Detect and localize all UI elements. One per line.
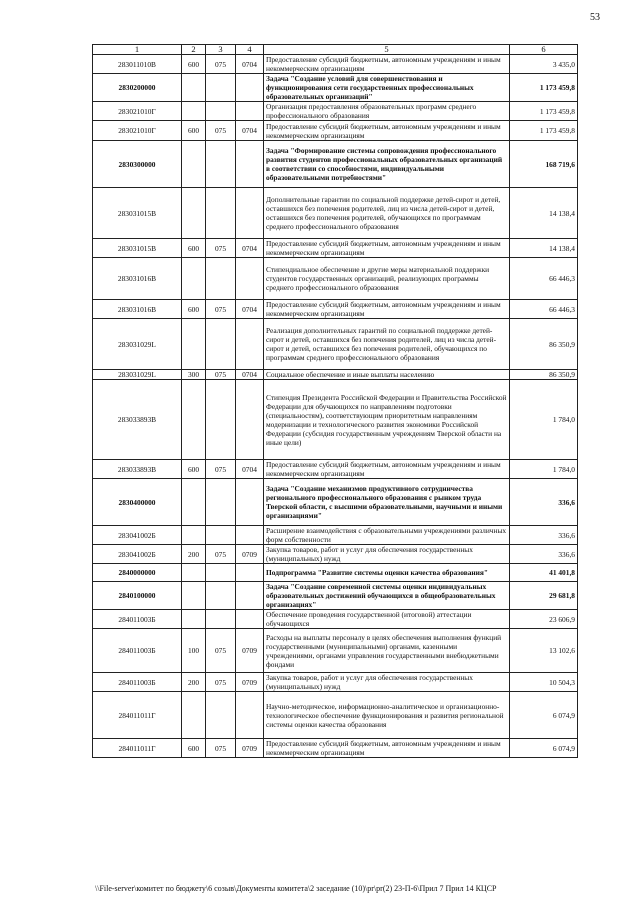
row-c2-cell: 600 xyxy=(182,239,206,258)
row-c3-cell: 075 xyxy=(206,629,236,673)
header-cell: 6 xyxy=(510,45,578,55)
row-code-cell: 2840000000 xyxy=(93,564,182,582)
table-row xyxy=(93,102,578,121)
table-row xyxy=(93,380,578,460)
row-c4-cell: 0704 xyxy=(236,300,264,319)
row-code-cell: 283031015В xyxy=(93,188,182,239)
row-c3-cell: 075 xyxy=(206,673,236,692)
row-code-cell: 283033893В xyxy=(93,380,182,460)
row-c4-cell xyxy=(236,582,264,610)
row-amount-cell: 10 504,3 xyxy=(510,673,578,692)
row-code-cell: 2830300000 xyxy=(93,141,182,188)
row-amount-cell: 1 173 459,8 xyxy=(510,121,578,141)
row-code-cell: 283031016В xyxy=(93,258,182,300)
row-desc-cell: Предоставление субсидий бюджетным, автономным учреждениям и иным некоммерческим организациям xyxy=(264,460,510,479)
row-amount-cell: 66 446,3 xyxy=(510,258,578,300)
row-c2-cell: 600 xyxy=(182,55,206,74)
row-desc-cell: Обеспечение проведения государственной (итоговой) аттестации обучающихся xyxy=(264,610,510,629)
row-c2-cell xyxy=(182,564,206,582)
row-c2-cell xyxy=(182,526,206,545)
row-code-cell: 283031016В xyxy=(93,300,182,319)
row-c3-cell: 075 xyxy=(206,739,236,758)
table-row xyxy=(93,74,578,102)
row-c3-cell: 075 xyxy=(206,300,236,319)
row-amount-cell: 6 074,9 xyxy=(510,739,578,758)
row-desc-cell: Задача "Создание современной системы оценки индивидуальных образовательных достижений обучающихся в общеобразовательных организациях" xyxy=(264,582,510,610)
row-c4-cell xyxy=(236,564,264,582)
header-cell: 4 xyxy=(236,45,264,55)
row-c4-cell xyxy=(236,380,264,460)
row-code-cell: 283021010Г xyxy=(93,121,182,141)
row-c3-cell xyxy=(206,479,236,526)
row-desc-cell: Расходы на выплаты персоналу в целях обеспечения выполнения функций государственными (муниципальными) органами, казенными учреждениями, органами управления государственными внебюджетными фондами xyxy=(264,629,510,673)
row-c2-cell: 600 xyxy=(182,739,206,758)
row-c3-cell: 075 xyxy=(206,370,236,380)
row-code-cell: 284011003Б xyxy=(93,610,182,629)
row-code-cell: 283031029L xyxy=(93,370,182,380)
row-desc-cell: Закупка товаров, работ и услуг для обеспечения государственных (муниципальных) нужд xyxy=(264,545,510,564)
row-c4-cell xyxy=(236,319,264,370)
row-c3-cell xyxy=(206,564,236,582)
row-code-cell: 284011011Г xyxy=(93,692,182,739)
row-c4-cell xyxy=(236,141,264,188)
row-c2-cell: 300 xyxy=(182,370,206,380)
header-cell: 2 xyxy=(182,45,206,55)
row-code-cell: 283021010Г xyxy=(93,102,182,121)
row-desc-cell: Расширение взаимодействия с образовательными учреждениями различных форм собственности xyxy=(264,526,510,545)
row-code-cell: 283031029L xyxy=(93,319,182,370)
table-row xyxy=(93,370,578,380)
row-amount-cell: 41 401,8 xyxy=(510,564,578,582)
row-c3-cell xyxy=(206,526,236,545)
budget-table xyxy=(92,44,578,758)
row-c4-cell: 0709 xyxy=(236,739,264,758)
row-c3-cell xyxy=(206,610,236,629)
table-row xyxy=(93,526,578,545)
row-c2-cell xyxy=(182,188,206,239)
row-desc-cell: Задача "Создание условий для совершенствования и функционирования сети государственных профессиональных образовательных организаций" xyxy=(264,74,510,102)
row-desc-cell: Реализация дополнительных гарантий по социальной поддержке детей-сирот и детей, оставшихся без попечения родителей, лиц из числа детей-сирот и детей, оставшихся без попечения родителей, обучающихся по программам среднего профессионального образования xyxy=(264,319,510,370)
row-c2-cell xyxy=(182,692,206,739)
row-amount-cell: 1 173 459,8 xyxy=(510,74,578,102)
table-row xyxy=(93,188,578,239)
row-desc-cell: Предоставление субсидий бюджетным, автономным учреждениям и иным некоммерческим организациям xyxy=(264,239,510,258)
row-c2-cell xyxy=(182,102,206,121)
row-c4-cell xyxy=(236,692,264,739)
row-amount-cell: 86 350,9 xyxy=(510,319,578,370)
row-c4-cell: 0709 xyxy=(236,673,264,692)
table-row xyxy=(93,479,578,526)
row-c4-cell xyxy=(236,610,264,629)
row-c3-cell xyxy=(206,141,236,188)
row-desc-cell: Организация предоставления образовательных программ среднего профессионального образования xyxy=(264,102,510,121)
row-desc-cell: Предоставление субсидий бюджетным, автономным учреждениям и иным некоммерческим организациям xyxy=(264,55,510,74)
row-amount-cell: 23 606,9 xyxy=(510,610,578,629)
table-row xyxy=(93,692,578,739)
row-c2-cell: 200 xyxy=(182,673,206,692)
row-code-cell: 2840100000 xyxy=(93,582,182,610)
row-c4-cell: 0704 xyxy=(236,460,264,479)
row-amount-cell: 336,6 xyxy=(510,545,578,564)
table-row xyxy=(93,300,578,319)
row-c4-cell: 0709 xyxy=(236,545,264,564)
row-c2-cell: 600 xyxy=(182,121,206,141)
row-desc-cell: Предоставление субсидий бюджетным, автономным учреждениям и иным некоммерческим организациям xyxy=(264,121,510,141)
row-amount-cell: 1 784,0 xyxy=(510,380,578,460)
row-c4-cell: 0704 xyxy=(236,239,264,258)
row-amount-cell: 1 784,0 xyxy=(510,460,578,479)
row-code-cell: 284011011Г xyxy=(93,739,182,758)
row-desc-cell: Предоставление субсидий бюджетным, автономным учреждениям и иным некоммерческим организациям xyxy=(264,300,510,319)
row-amount-cell: 6 074,9 xyxy=(510,692,578,739)
row-c2-cell xyxy=(182,380,206,460)
row-c3-cell: 075 xyxy=(206,121,236,141)
row-amount-cell: 168 719,6 xyxy=(510,141,578,188)
row-c2-cell xyxy=(182,610,206,629)
row-c3-cell: 075 xyxy=(206,55,236,74)
row-desc-cell: Закупка товаров, работ и услуг для обеспечения государственных (муниципальных) нужд xyxy=(264,673,510,692)
row-desc-cell: Стипендиальное обеспечение и другие меры материальной поддержки студентов государственных организаций, реализующих программы среднего профессионального образования xyxy=(264,258,510,300)
row-c2-cell xyxy=(182,582,206,610)
row-code-cell: 2830200000 xyxy=(93,74,182,102)
row-c2-cell xyxy=(182,74,206,102)
row-c2-cell xyxy=(182,319,206,370)
row-amount-cell: 14 138,4 xyxy=(510,188,578,239)
row-desc-cell: Стипендия Президента Российской Федерации и Правительства Российской Федерации для обучающихся по направлениям подготовки (специальностям), соответствующим приоритетным направлениям модернизации и технологического развития экономики Российской Федерации (субсидия государственным учреждениям Тверской области на иные цели) xyxy=(264,380,510,460)
row-amount-cell: 336,6 xyxy=(510,479,578,526)
row-desc-cell: Задача "Создание механизмов продуктивного сотрудничества регионального профессионального образования с рынком труда Тверской области, с высшими образовательными, научными и иными организациями" xyxy=(264,479,510,526)
table-row xyxy=(93,141,578,188)
row-code-cell: 283033893В xyxy=(93,460,182,479)
row-c2-cell xyxy=(182,258,206,300)
table-row xyxy=(93,739,578,758)
row-c2-cell: 200 xyxy=(182,545,206,564)
row-amount-cell: 1 173 459,8 xyxy=(510,102,578,121)
header-cell: 1 xyxy=(93,45,182,55)
row-c4-cell: 0709 xyxy=(236,629,264,673)
row-c3-cell: 075 xyxy=(206,239,236,258)
row-amount-cell: 336,6 xyxy=(510,526,578,545)
row-c2-cell: 600 xyxy=(182,300,206,319)
table-row xyxy=(93,121,578,141)
page-number: 53 xyxy=(590,12,600,23)
row-amount-cell: 86 350,9 xyxy=(510,370,578,380)
row-c4-cell: 0704 xyxy=(236,370,264,380)
row-amount-cell: 14 138,4 xyxy=(510,239,578,258)
header-cell: 5 xyxy=(264,45,510,55)
row-code-cell: 283041002Б xyxy=(93,545,182,564)
row-c4-cell xyxy=(236,74,264,102)
row-c3-cell: 075 xyxy=(206,545,236,564)
row-c4-cell: 0704 xyxy=(236,121,264,141)
row-c4-cell xyxy=(236,258,264,300)
row-code-cell: 283011010В xyxy=(93,55,182,74)
row-code-cell: 284011003Б xyxy=(93,673,182,692)
row-desc-cell: Предоставление субсидий бюджетным, автономным учреждениям и иным некоммерческим организациям xyxy=(264,739,510,758)
table-row xyxy=(93,319,578,370)
row-code-cell: 2830400000 xyxy=(93,479,182,526)
table-row xyxy=(93,239,578,258)
row-c3-cell xyxy=(206,692,236,739)
row-c2-cell: 600 xyxy=(182,460,206,479)
row-c2-cell xyxy=(182,479,206,526)
row-c2-cell: 100 xyxy=(182,629,206,673)
row-desc-cell: Подпрограмма "Развитие системы оценки качества образования" xyxy=(264,564,510,582)
table-row xyxy=(93,610,578,629)
row-code-cell: 283041002Б xyxy=(93,526,182,545)
row-c4-cell xyxy=(236,479,264,526)
table-row xyxy=(93,55,578,74)
table-header-row xyxy=(93,45,578,55)
row-amount-cell: 66 446,3 xyxy=(510,300,578,319)
row-c3-cell: 075 xyxy=(206,460,236,479)
row-c4-cell xyxy=(236,526,264,545)
row-c3-cell xyxy=(206,102,236,121)
row-amount-cell: 29 681,8 xyxy=(510,582,578,610)
row-desc-cell: Научно-методическое, информационно-аналитическое и организационно-технологическое обеспечение функционирования и развития региональной системы оценки качества образования xyxy=(264,692,510,739)
table-row xyxy=(93,545,578,564)
table-row xyxy=(93,564,578,582)
row-desc-cell: Дополнительные гарантии по социальной поддержке детей-сирот и детей, оставшихся без попечения родителей, лиц из числа детей-сирот и детей, оставшихся без попечения родителей, обучающихся по программам среднего профессионального образования xyxy=(264,188,510,239)
row-c4-cell xyxy=(236,102,264,121)
table-row xyxy=(93,582,578,610)
row-c3-cell xyxy=(206,258,236,300)
row-desc-cell: Социальное обеспечение и иные выплаты населению xyxy=(264,370,510,380)
row-c3-cell xyxy=(206,188,236,239)
table-row xyxy=(93,673,578,692)
row-c4-cell: 0704 xyxy=(236,55,264,74)
row-amount-cell: 13 102,6 xyxy=(510,629,578,673)
row-c4-cell xyxy=(236,188,264,239)
row-code-cell: 284011003Б xyxy=(93,629,182,673)
table-row xyxy=(93,629,578,673)
row-code-cell: 283031015В xyxy=(93,239,182,258)
row-c2-cell xyxy=(182,141,206,188)
header-cell: 3 xyxy=(206,45,236,55)
table-row xyxy=(93,460,578,479)
row-c3-cell xyxy=(206,380,236,460)
row-c3-cell xyxy=(206,319,236,370)
row-desc-cell: Задача "Формирование системы сопровождения профессионального развития студентов профессиональных образовательных организаций в соответствии со способностями, индивидуальными образовательными потребностями" xyxy=(264,141,510,188)
file-path-footer: \\File-server\комитет по бюджету\6 созыв\Документы комитета\2 заседание (10)\pr\pr(2) 23-П-6\Прил 7 Прил 14 КЦСР xyxy=(95,884,497,893)
row-c3-cell xyxy=(206,582,236,610)
table-row xyxy=(93,258,578,300)
row-c3-cell xyxy=(206,74,236,102)
row-amount-cell: 3 435,0 xyxy=(510,55,578,74)
